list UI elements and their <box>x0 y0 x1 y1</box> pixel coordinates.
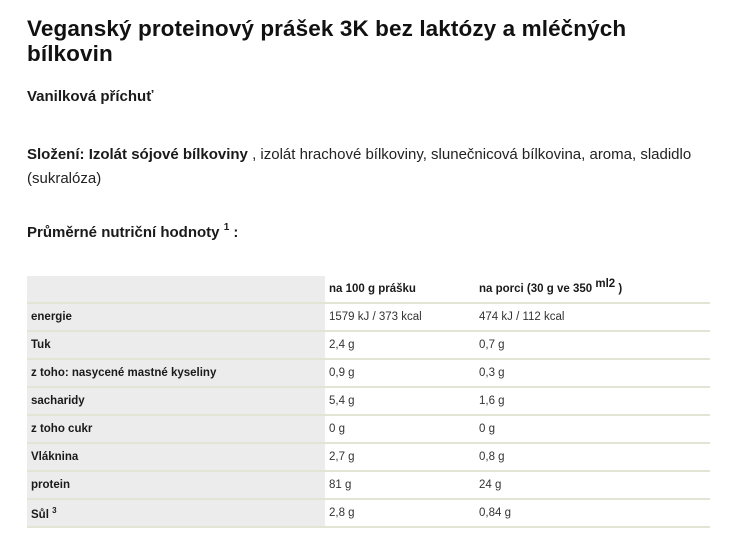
nutrition-table <box>27 276 710 528</box>
row-per100: 2,4 g <box>325 331 475 359</box>
composition-text <box>27 143 727 191</box>
row-label: z toho: nasycené mastné kyseliny <box>27 359 325 387</box>
row-per100: 0 g <box>325 415 475 443</box>
row-portion: 1,6 g <box>475 387 710 415</box>
table-row <box>27 387 710 415</box>
header-per-portion: na porci (30 g ve 350 ml2 ) <box>475 276 710 303</box>
header-per100: na 100 g prášku <box>325 276 475 303</box>
row-portion: 0,7 g <box>475 331 710 359</box>
row-portion: 0,84 g <box>475 499 710 527</box>
nutrition-heading: Průměrné nutriční hodnoty $^1$ : <box>27 222 239 241</box>
row-label: Vláknina <box>27 443 325 471</box>
table-row <box>27 359 710 387</box>
row-per100: 81 g <box>325 471 475 499</box>
row-per100: 5,4 g <box>325 387 475 415</box>
footnote-marker: 3 <box>52 505 57 515</box>
table-row <box>27 415 710 443</box>
row-portion: 0,8 g <box>475 443 710 471</box>
table-row <box>27 499 710 527</box>
row-portion: 474 kJ / 112 kcal <box>475 303 710 331</box>
row-label: protein <box>27 471 325 499</box>
header-label-cell <box>27 276 325 303</box>
table-row <box>27 303 710 331</box>
row-portion: 0,3 g <box>475 359 710 387</box>
table-row <box>27 331 710 359</box>
row-per100: 2,7 g <box>325 443 475 471</box>
table-row <box>27 471 710 499</box>
row-per100: 2,8 g <box>325 499 475 527</box>
flavor-subtitle: Vanilková příchuť <box>27 88 154 105</box>
table-row <box>27 443 710 471</box>
row-portion: 24 g <box>475 471 710 499</box>
page-title: Veganský proteinový prášek 3K bez laktózy a mléčných bílkovin <box>27 16 627 66</box>
composition-highlight: Izolát sójové bílkoviny <box>88 146 248 163</box>
row-label: Sůl $^3$ <box>27 499 325 527</box>
row-portion: 0 g <box>475 415 710 443</box>
row-per100: 0,9 g <box>325 359 475 387</box>
row-label: sacharidy <box>27 387 325 415</box>
row-label: energie <box>27 303 325 331</box>
row-label: Tuk <box>27 331 325 359</box>
composition-label: Složení: <box>27 146 85 163</box>
footnote-marker: 1 <box>223 222 230 233</box>
row-per100: 1579 kJ / 373 kcal <box>325 303 475 331</box>
row-label: z toho cukr <box>27 415 325 443</box>
table-header-row <box>27 276 710 303</box>
composition-rest: , izolát hrachové bílkoviny, slunečnicová bílkovina, aroma, sladidlo (sukralóza) <box>27 146 692 187</box>
